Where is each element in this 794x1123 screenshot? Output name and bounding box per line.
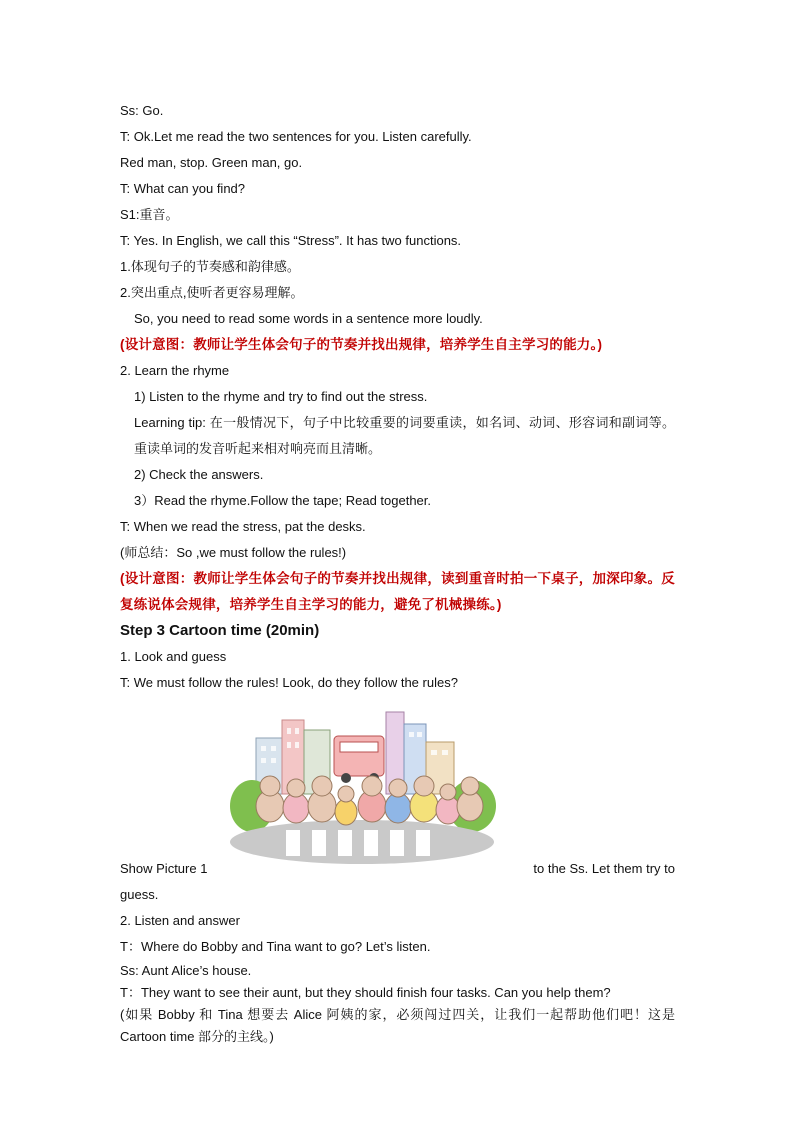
section-heading: Step 3 Cartoon time (20min): [120, 622, 320, 639]
text-line: T: We must follow the rules! Look, do they follow the rules?: [120, 675, 458, 690]
learning-tip: Learning tip: 在一般情况下，句子中比较重要的词要重读，如名词、动词、形容词和副词等。重读单词的发音听起来相对响亮而且清晰。: [134, 415, 675, 456]
text-line: (师总结：So ,we must follow the rules!): [120, 545, 347, 560]
text-line: So, you need to read some words in a sentence more loudly.: [134, 311, 483, 326]
text-line: Ss: Aunt Alice’s house.: [120, 963, 252, 978]
text-line: T: Yes. In English, we call this “Stress”. It has two functions.: [120, 233, 462, 248]
text-line: 1) Listen to the rhyme and try to find out the stress.: [134, 389, 428, 404]
text-line: 2.突出重点,使听者更容易理解。: [120, 285, 304, 300]
text-line: S1:重音。: [120, 207, 179, 222]
picture-row: [120, 696, 675, 882]
text-note: (如果 Bobby 和 Tina 想要去 Alice 阿姨的家，必须闯过四关，让我们一起帮助他们吧！这是 Cartoon time 部分的主线。): [120, 1007, 675, 1044]
picture-caption-left: Show Picture 1: [120, 861, 208, 876]
text-line: T：Where do Bobby and Tina want to go? Let’s listen.: [120, 939, 431, 954]
document-page: [120, 98, 675, 1048]
text-line: Red man, stop. Green man, go.: [120, 155, 303, 170]
text-line: 2. Listen and answer: [120, 913, 240, 928]
text-line: 2) Check the answers.: [134, 467, 264, 482]
text-line: T: What can you find?: [120, 181, 246, 196]
picture-caption-right: to the Ss. Let them try to: [533, 861, 675, 876]
text-line: 1.体现句子的节奏感和韵律感。: [120, 259, 300, 274]
text-line: T: Ok.Let me read the two sentences for you. Listen carefully.: [120, 129, 472, 144]
text-line: 2. Learn the rhyme: [120, 363, 230, 378]
text-line: 1. Look and guess: [120, 649, 227, 664]
cartoon-elephants-crossing-illustration-icon: [226, 702, 498, 868]
text-line: T：They want to see their aunt, but they should finish four tasks. Can you help them?: [120, 985, 611, 1000]
text-line: Ss: Go.: [120, 103, 164, 118]
text-line: 3）Read the rhyme.Follow the tape; Read together.: [134, 493, 432, 508]
design-note: (设计意图：教师让学生体会句子的节奏并找出规律，培养学生自主学习的能力。): [120, 337, 603, 352]
text-line: guess.: [120, 887, 159, 902]
text-line: T: When we read the stress, pat the desks.: [120, 519, 366, 534]
design-note: (设计意图：教师让学生体会句子的节奏并找出规律，读到重音时拍一下桌子，加深印象。反复练说体会规律，培养学生自主学习的能力，避免了机械操练。): [120, 571, 675, 612]
